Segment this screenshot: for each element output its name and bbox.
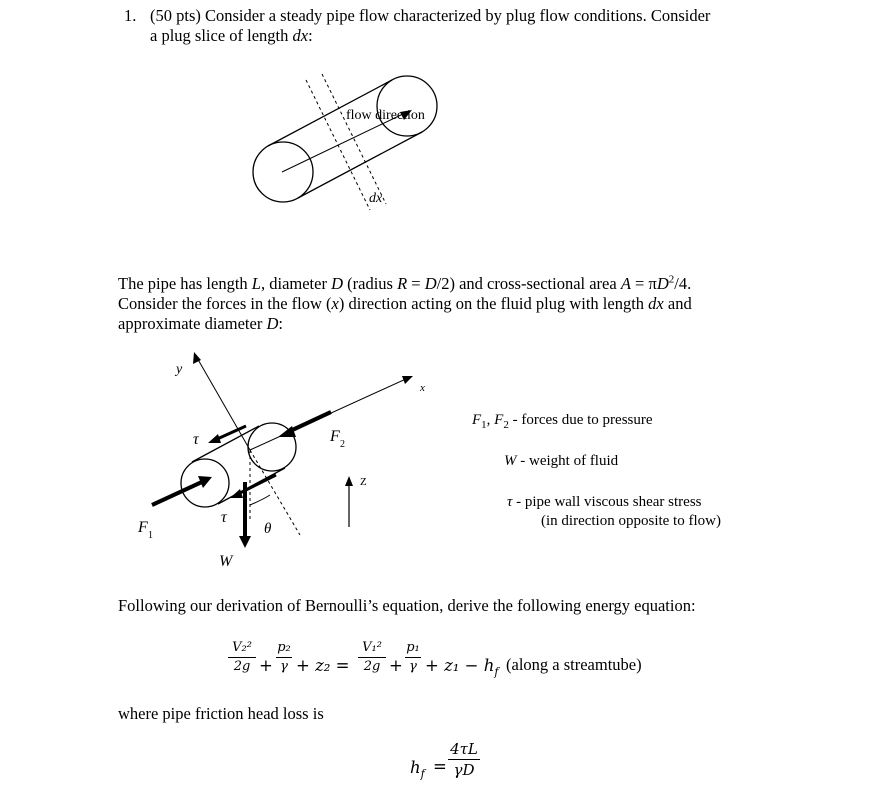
tau-top-label: τ [193, 431, 199, 448]
para3: Following our derivation of Bernoulli’s equation, derive the following energy equation: [118, 596, 696, 615]
eq-mid-2: + $z_1 - h_f$ [425, 656, 499, 679]
eq-frac-v2: V₂² 2g [228, 640, 256, 675]
x-label: x [420, 382, 425, 394]
inclined-dashed [250, 450, 300, 535]
eq-frac-p2: p₂ γ [277, 640, 291, 674]
F1-arrow [152, 481, 204, 505]
eq-plus-1: + [259, 656, 273, 675]
W-label: W [219, 553, 233, 570]
eq-note: (along a streamtube) [506, 655, 642, 674]
tau-top-arrowhead [208, 434, 221, 443]
hf-equals: = [433, 757, 447, 776]
para2-line-1: The pipe has length L, diameter D (radius R = D/2) and cross-sectional area $A = \pi D^2/4$. [118, 273, 692, 293]
eq-plus-2: + [389, 656, 403, 675]
dx-label: dx [369, 191, 383, 206]
F1-label: F [138, 519, 148, 536]
z-axis-arrowhead [345, 476, 353, 486]
F2-label: F [330, 428, 340, 445]
F2-sub: 2 [340, 439, 345, 450]
tau-bottom-arrowhead [230, 489, 243, 498]
tau-bottom-label: τ [221, 509, 227, 526]
z-label: Z [360, 476, 367, 488]
problem-line-2: a plug slice of length dx: [150, 26, 313, 45]
para4: where pipe friction head loss is [118, 704, 324, 723]
para2-line-3: approximate diameter D: [118, 314, 283, 333]
eq-mid-1: + z₂ = [296, 656, 350, 675]
theta-arc [250, 495, 270, 505]
para2-line-2: Consider the forces in the flow (x) direction acting on the fluid plug with length dx and [118, 294, 692, 313]
eq-frac-v1: V₁² 2g [358, 640, 386, 675]
x-axis-arrowhead [402, 376, 413, 384]
hf-fraction: 4τL γD [448, 740, 480, 779]
F1-sub: 1 [148, 530, 153, 541]
flow-direction-label: flow direction [346, 108, 425, 123]
tau-top-arrow [215, 426, 246, 440]
plug-top-edge [192, 426, 259, 462]
eq-frac-p1: p₁ γ [406, 640, 420, 674]
hf-lhs: $h_f$ [410, 758, 425, 781]
problem-number: 1. [124, 6, 137, 25]
W-arrowhead [239, 536, 251, 548]
problem-line-1: (50 pts) Consider a steady pipe flow characterized by plug flow conditions. Consider [150, 6, 711, 25]
legend-pressure: $F_1$, $F_2$ - forces due to pressure [472, 412, 653, 431]
F2-arrow [288, 412, 331, 432]
y-label: y [176, 362, 183, 377]
theta-label: θ [264, 521, 272, 537]
legend-shear-note: (in direction opposite to flow) [541, 513, 721, 529]
legend-weight: W - weight of fluid [504, 453, 619, 469]
legend-shear: τ - pipe wall viscous shear stress [507, 494, 702, 510]
